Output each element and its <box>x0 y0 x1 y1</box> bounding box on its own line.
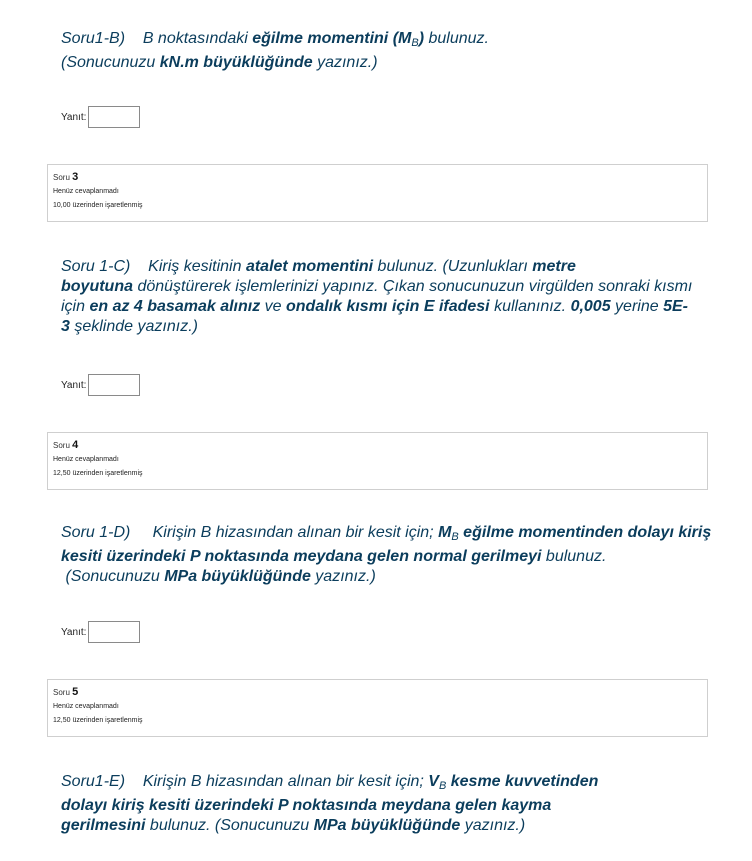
question-state: Henüz cevaplanmadı <box>53 188 119 195</box>
answer-label: Yanıt: <box>61 111 87 123</box>
answer-row-q4 <box>61 621 140 643</box>
question-number: Soru 4 <box>53 439 79 451</box>
answer-row-q3 <box>61 374 140 396</box>
question-1d-text: Soru 1-D) Kirişin B hizasından alınan bir kesit için; $M_B$ eğilme momentinden dolayı kiriş kesiti üzerindeki P noktasında meydana gelen normal gerilmeyi bulunuz. (Sonucunuzu MPa büyüklüğünde yazınız.) <box>61 524 712 585</box>
question-prefix: Soru 1-C) <box>61 258 131 275</box>
answer-input-q2[interactable] <box>88 106 140 128</box>
question-number: Soru 5 <box>53 686 79 698</box>
question-info-3 <box>47 164 708 222</box>
answer-input-q3[interactable] <box>88 374 140 396</box>
answer-label: Yanıt: <box>61 626 87 638</box>
answer-row-q2 <box>61 106 140 128</box>
question-grade: 12,50 üzerinden işaretlenmiş <box>53 717 143 724</box>
answer-label: Yanıt: <box>61 379 87 391</box>
question-1c-text: Soru 1-C) Kiriş kesitinin atalet momentini bulunuz. (Uzunlukları metre boyutuna dönüştürerek işlemlerinizi yapınız. Çıkan sonucunuzun virgülden sonraki kısmı için en az 4 basamak alınız ve ondalık kısmı için E ifadesi kullanınız. 0,005 yerine 5E- 3 şeklinde yazınız.) <box>61 258 693 335</box>
question-prefix: Soru1-B) <box>61 30 126 47</box>
question-state: Henüz cevaplanmadı <box>53 456 119 463</box>
question-info-5 <box>47 679 708 737</box>
question-prefix: Soru1-E) <box>61 773 126 790</box>
question-1b-line1: Soru1-B) B noktasındaki eğilme momentini $(M_B)$ bulunuz. <box>61 30 489 49</box>
question-grade: 10,00 üzerinden işaretlenmiş <box>53 202 143 209</box>
question-state: Henüz cevaplanmadı <box>53 703 119 710</box>
question-1e-text: Soru1-E) Kirişin B hizasından alınan bir kesit için; $V_B$ kesme kuvvetinden dolayı kiriş kesiti üzerindeki P noktasında meydana gelen kayma gerilmesini bulunuz. (Sonucunuzu MPa büyüklüğünde yazınız.) <box>61 773 599 834</box>
question-prefix: Soru 1-D) <box>61 524 131 541</box>
question-info-4 <box>47 432 708 490</box>
answer-input-q4[interactable] <box>88 621 140 643</box>
question-number: Soru 3 <box>53 171 79 183</box>
question-1b-text <box>61 29 489 73</box>
question-grade: 12,50 üzerinden işaretlenmiş <box>53 470 143 477</box>
question-1b-line2: (Sonucunuzu kN.m büyüklüğünde yazınız.) <box>61 54 378 71</box>
